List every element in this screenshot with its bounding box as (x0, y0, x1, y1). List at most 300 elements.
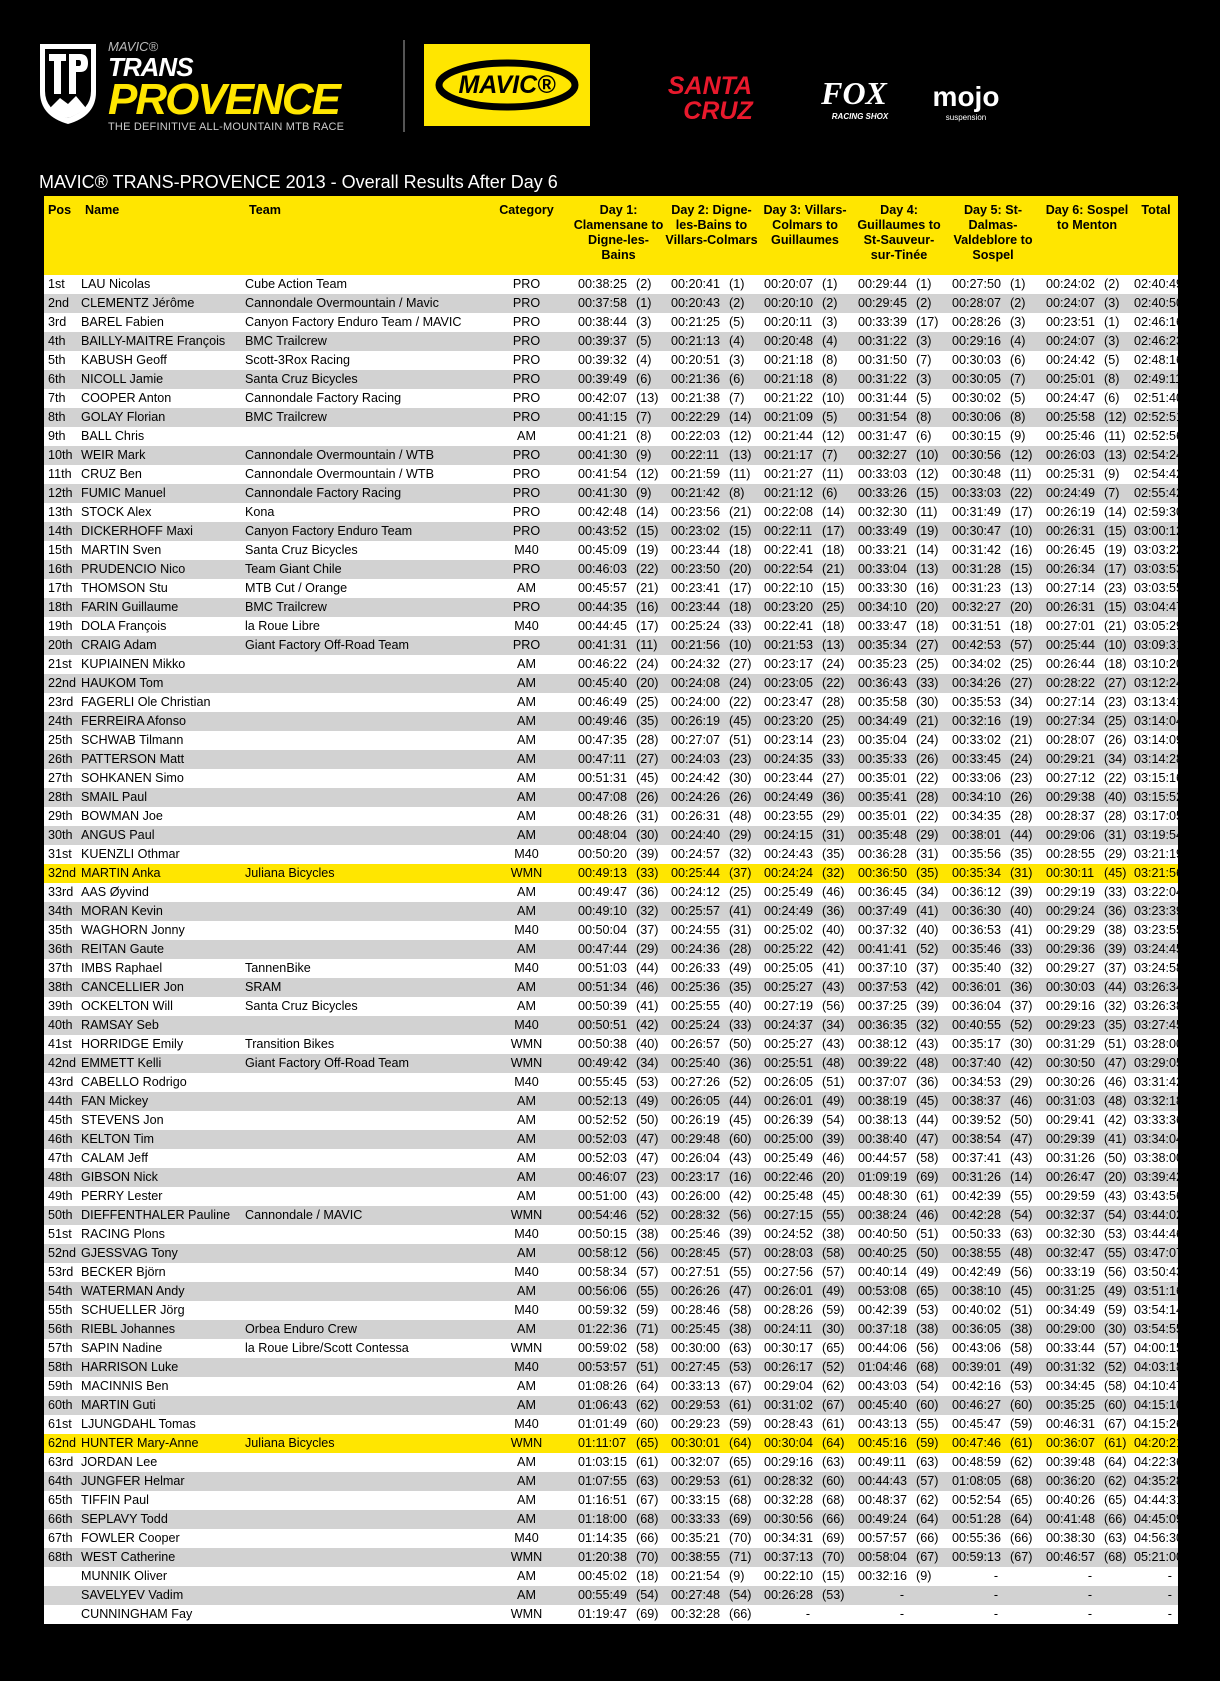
cell-day3 (758, 1510, 852, 1529)
stage-rank: (9) (636, 448, 652, 462)
cell-total: 02:55:42 (1134, 484, 1178, 503)
stage-time: 00:40:55 (952, 1018, 1002, 1032)
stage-time: 00:50:33 (952, 1227, 1002, 1241)
cell-pos: 2nd (44, 294, 81, 313)
stage-time: 00:47:44 (578, 942, 628, 956)
stage-time: 00:26:33 (671, 961, 721, 975)
cell-day1 (572, 959, 665, 978)
cell-day2 (665, 1605, 758, 1624)
stage-time: 00:49:13 (578, 866, 628, 880)
stage-time: 00:35:48 (858, 828, 908, 842)
stage-time: 00:35:21 (671, 1531, 721, 1545)
stage-time: 00:31:23 (952, 581, 1002, 595)
stage-rank: (54) (729, 1588, 752, 1602)
stage-time: 00:34:35 (952, 809, 1002, 823)
cell-day4 (852, 1320, 946, 1339)
cell-name: SEPLAVY Todd (81, 1510, 245, 1529)
stage-time: 00:51:31 (578, 771, 628, 785)
cell-day3 (758, 693, 852, 712)
cell-day5 (946, 1130, 1040, 1149)
cell-team (245, 1491, 481, 1510)
stage-rank: (6) (1010, 353, 1026, 367)
cell-day6 (1040, 978, 1134, 997)
stage-time: 00:24:42 (1046, 353, 1096, 367)
santa-cruz-logo (640, 72, 780, 125)
stage-rank: (15) (822, 581, 845, 595)
stage-rank: (62) (822, 1379, 845, 1393)
mojo-text: mojo (932, 81, 1000, 112)
cell-name: FUMIC Manuel (81, 484, 245, 503)
cell-day5 (946, 275, 1040, 294)
cell-day4 (852, 1016, 946, 1035)
stage-time: 00:50:39 (578, 999, 628, 1013)
cell-day5 (946, 1168, 1040, 1187)
stage-time: 00:26:45 (1046, 543, 1096, 557)
cell-day3 (758, 1016, 852, 1035)
stage-time-missing: - (805, 1607, 811, 1621)
cell-day1 (572, 826, 665, 845)
stage-time: 00:38:54 (952, 1132, 1002, 1146)
cell-team: Giant Factory Off-Road Team (245, 1054, 481, 1073)
stage-time: 00:49:11 (858, 1455, 907, 1469)
stage-rank: (6) (916, 429, 932, 443)
cell-day6 (1040, 579, 1134, 598)
stage-time-missing: - (1087, 1569, 1093, 1583)
cell-team (245, 1415, 481, 1434)
cell-day2 (665, 997, 758, 1016)
stage-time: 00:20:43 (671, 296, 721, 310)
stage-rank: (66) (1010, 1531, 1033, 1545)
stage-time: 00:44:06 (858, 1341, 908, 1355)
cell-day2 (665, 522, 758, 541)
stage-time: 00:32:16 (858, 1569, 908, 1583)
cell-pos (44, 1567, 81, 1586)
stage-time: 00:46:27 (952, 1398, 1002, 1412)
stage-time: 00:26:04 (671, 1151, 721, 1165)
cell-day4 (852, 1206, 946, 1225)
cell-day1 (572, 560, 665, 579)
cell-day4 (852, 883, 946, 902)
cell-pos (44, 1605, 81, 1624)
stage-time: 00:49:10 (578, 904, 628, 918)
stage-time: 00:27:34 (1046, 714, 1096, 728)
cell-team (245, 902, 481, 921)
cell-total: 03:54:14 (1134, 1301, 1178, 1320)
stage-rank: (46) (822, 1151, 845, 1165)
stage-time: 00:28:22 (1046, 676, 1096, 690)
cell-total: 02:54:42 (1134, 465, 1178, 484)
cell-day4 (852, 921, 946, 940)
cell-team (245, 1073, 481, 1092)
stage-time: 00:35:53 (952, 695, 1002, 709)
stage-time: 00:31:42 (952, 543, 1002, 557)
table-row (44, 655, 1178, 674)
stage-rank: (14) (822, 505, 845, 519)
stage-time: 00:46:49 (578, 695, 628, 709)
stage-time: 00:29:00 (1046, 1322, 1096, 1336)
stage-time-missing: - (993, 1607, 999, 1621)
stage-time: 00:22:11 (764, 524, 813, 538)
stage-time: 00:27:07 (671, 733, 721, 747)
stage-time: 00:35:34 (858, 638, 908, 652)
cell-day2 (665, 1054, 758, 1073)
table-row (44, 427, 1178, 446)
cell-day4 (852, 1586, 946, 1605)
stage-rank: (9) (729, 1569, 745, 1583)
cell-day3 (758, 541, 852, 560)
cell-category: M40 (481, 1073, 572, 1092)
cell-day6 (1040, 389, 1134, 408)
stage-time: 00:26:03 (1046, 448, 1096, 462)
cell-pos: 14th (44, 522, 81, 541)
cell-day1 (572, 427, 665, 446)
cell-day5 (946, 503, 1040, 522)
cell-team: Cannondale Factory Racing (245, 389, 481, 408)
stage-rank: (3) (636, 315, 652, 329)
cell-category: PRO (481, 484, 572, 503)
cell-name: BOWMAN Joe (81, 807, 245, 826)
stage-time: 00:21:54 (671, 1569, 721, 1583)
cell-name: SCHWAB Tilmann (81, 731, 245, 750)
cell-day6 (1040, 1054, 1134, 1073)
stage-rank: (20) (1010, 600, 1033, 614)
stage-rank: (34) (636, 1056, 659, 1070)
cell-day5 (946, 655, 1040, 674)
table-row (44, 1529, 1178, 1548)
cell-day5 (946, 1510, 1040, 1529)
cell-day1 (572, 1092, 665, 1111)
stage-time: 00:21:59 (671, 467, 721, 481)
stage-time: 00:26:44 (1046, 657, 1096, 671)
stage-rank: (25) (822, 600, 845, 614)
cell-name: RACING Plons (81, 1225, 245, 1244)
cell-name: BALL Chris (81, 427, 245, 446)
stage-rank: (38) (822, 1227, 845, 1241)
cell-category: AM (481, 1377, 572, 1396)
stage-time: 00:59:02 (578, 1341, 628, 1355)
cell-category: M40 (481, 1225, 572, 1244)
stage-time: 00:30:06 (952, 410, 1002, 424)
stage-rank: (32) (1104, 999, 1127, 1013)
table-row (44, 845, 1178, 864)
cell-total: 02:51:40 (1134, 389, 1178, 408)
stage-rank: (46) (1104, 1075, 1127, 1089)
stage-rank: (45) (636, 771, 659, 785)
cell-day5 (946, 674, 1040, 693)
cell-day4 (852, 446, 946, 465)
cell-day6 (1040, 313, 1134, 332)
table-row (44, 389, 1178, 408)
cell-total: 03:19:54 (1134, 826, 1178, 845)
cell-name: HUNTER Mary-Anne (81, 1434, 245, 1453)
stage-time: 01:06:43 (578, 1398, 628, 1412)
cell-day1 (572, 370, 665, 389)
stage-time: 00:23:14 (764, 733, 814, 747)
cell-team: Cannondale Overmountain / WTB (245, 465, 481, 484)
stage-time: 01:16:51 (578, 1493, 628, 1507)
cell-day1 (572, 503, 665, 522)
table-row (44, 598, 1178, 617)
cell-day5 (946, 1396, 1040, 1415)
stage-rank: (17) (822, 524, 845, 538)
stage-time: 00:31:47 (858, 429, 908, 443)
stage-time-missing: - (899, 1588, 905, 1602)
cell-total: 03:24:45 (1134, 940, 1178, 959)
stage-rank: (46) (1010, 1094, 1033, 1108)
cell-day5 (946, 617, 1040, 636)
cell-category: PRO (481, 446, 572, 465)
stage-time: 00:23:56 (671, 505, 721, 519)
cell-category: WMN (481, 1605, 572, 1624)
stage-rank: (35) (822, 847, 845, 861)
cell-day3 (758, 1149, 852, 1168)
stage-rank: (2) (916, 296, 932, 310)
cell-pos: 55th (44, 1301, 81, 1320)
stage-time: 00:24:26 (671, 790, 721, 804)
cell-team (245, 1263, 481, 1282)
cell-day2 (665, 389, 758, 408)
stage-time: 00:26:19 (671, 714, 721, 728)
stage-time: 00:51:28 (952, 1512, 1002, 1526)
stage-time: 00:26:01 (764, 1284, 814, 1298)
stage-time: 00:20:41 (671, 277, 721, 291)
cell-name: CANCELLIER Jon (81, 978, 245, 997)
stage-time: 00:23:50 (671, 562, 721, 576)
cell-day1 (572, 1491, 665, 1510)
stage-time: 00:42:49 (952, 1265, 1002, 1279)
cell-day1 (572, 769, 665, 788)
stage-time: 00:31:25 (1046, 1284, 1096, 1298)
stage-rank: (55) (822, 1208, 845, 1222)
cell-team (245, 674, 481, 693)
cell-name: CABELLO Rodrigo (81, 1073, 245, 1092)
cell-day1 (572, 1339, 665, 1358)
stage-rank: (22) (1104, 771, 1127, 785)
stage-rank: (17) (636, 619, 659, 633)
stage-time: 00:29:16 (952, 334, 1002, 348)
stage-rank: (67) (1104, 1417, 1127, 1431)
cell-day5 (946, 294, 1040, 313)
stage-time: 00:26:19 (1046, 505, 1096, 519)
stage-time: 00:24:24 (764, 866, 814, 880)
stage-time: 00:35:46 (952, 942, 1002, 956)
stage-time: 01:20:38 (578, 1550, 628, 1564)
stage-rank: (35) (916, 866, 939, 880)
table-row (44, 1358, 1178, 1377)
stage-rank: (26) (916, 752, 939, 766)
cell-day2 (665, 1130, 758, 1149)
cell-day5 (946, 598, 1040, 617)
cell-day2 (665, 1168, 758, 1187)
cell-category: PRO (481, 332, 572, 351)
cell-day5 (946, 1548, 1040, 1567)
stage-time: 00:46:03 (578, 562, 628, 576)
cell-team (245, 1472, 481, 1491)
cell-category: AM (481, 1567, 572, 1586)
stage-rank: (28) (916, 790, 939, 804)
stage-time: 00:27:14 (1046, 695, 1096, 709)
stage-time: 00:24:32 (671, 657, 721, 671)
mavic-logo-text: MAVIC® (458, 71, 556, 99)
stage-rank: (48) (1104, 1094, 1127, 1108)
stage-rank: (36) (822, 904, 845, 918)
stage-rank: (38) (916, 1322, 939, 1336)
stage-rank: (52) (916, 942, 939, 956)
cell-category: AM (481, 1130, 572, 1149)
cell-day3 (758, 1491, 852, 1510)
table-row (44, 1510, 1178, 1529)
stage-rank: (56) (916, 1341, 939, 1355)
cell-team (245, 1377, 481, 1396)
cell-category: WMN (481, 1035, 572, 1054)
stage-rank: (47) (1010, 1132, 1033, 1146)
stage-time: 00:31:02 (764, 1398, 814, 1412)
stage-time: 00:33:15 (671, 1493, 721, 1507)
cell-day4 (852, 560, 946, 579)
table-row (44, 959, 1178, 978)
stage-rank: (1) (1104, 315, 1120, 329)
cell-pos: 12th (44, 484, 81, 503)
stage-time: 00:58:04 (858, 1550, 908, 1564)
stage-rank: (66) (822, 1512, 845, 1526)
cell-day1 (572, 883, 665, 902)
stage-rank: (42) (636, 1018, 659, 1032)
cell-day6 (1040, 731, 1134, 750)
stage-rank: (43) (636, 1189, 659, 1203)
stage-time: 00:38:55 (952, 1246, 1002, 1260)
stage-rank: (56) (636, 1246, 659, 1260)
cell-day2 (665, 294, 758, 313)
cell-category: PRO (481, 294, 572, 313)
stage-time: 00:23:05 (764, 676, 814, 690)
cell-pos: 6th (44, 370, 81, 389)
stage-time: 00:23:20 (764, 714, 814, 728)
table-row (44, 978, 1178, 997)
cell-day5 (946, 997, 1040, 1016)
stage-rank: (23) (1104, 695, 1127, 709)
cell-day3 (758, 446, 852, 465)
cell-pos: 16th (44, 560, 81, 579)
wordmark-mavic: MAVIC® (108, 39, 159, 54)
cell-day5 (946, 1453, 1040, 1472)
cell-day6 (1040, 1149, 1134, 1168)
col-total: Total (1134, 196, 1178, 275)
cell-team: Cannondale Overmountain / WTB (245, 446, 481, 465)
cell-day5 (946, 446, 1040, 465)
stage-time-missing: - (1087, 1588, 1093, 1602)
stage-time: 00:21:25 (671, 315, 721, 329)
stage-rank: (32) (822, 866, 845, 880)
cell-day3 (758, 427, 852, 446)
cell-total: 03:22:04 (1134, 883, 1178, 902)
cell-day1 (572, 332, 665, 351)
stage-rank: (25) (729, 885, 752, 899)
stage-time: 00:22:54 (764, 562, 814, 576)
cell-day4 (852, 959, 946, 978)
stage-time: 00:36:01 (952, 980, 1002, 994)
stage-time: 00:35:01 (858, 809, 908, 823)
stage-time: 00:26:34 (1046, 562, 1096, 576)
cell-team (245, 807, 481, 826)
stage-time: 00:25:51 (764, 1056, 814, 1070)
cell-team: BMC Trailcrew (245, 598, 481, 617)
cell-total: 04:03:18 (1134, 1358, 1178, 1377)
stage-time: 00:36:20 (1046, 1474, 1096, 1488)
cell-total: 03:39:42 (1134, 1168, 1178, 1187)
cell-category: M40 (481, 1358, 572, 1377)
stage-time: 00:23:02 (671, 524, 721, 538)
stage-time: 00:33:13 (671, 1379, 721, 1393)
cell-day2 (665, 978, 758, 997)
cell-day3 (758, 864, 852, 883)
stage-time: 00:34:02 (952, 657, 1002, 671)
stage-time: 00:22:10 (764, 581, 814, 595)
stage-rank: (62) (1010, 1455, 1033, 1469)
stage-time: 00:38:19 (858, 1094, 908, 1108)
cell-pos: 40th (44, 1016, 81, 1035)
stage-time: 00:39:32 (578, 353, 628, 367)
col-category: Category (481, 196, 572, 275)
cell-total: 02:40:49 (1134, 275, 1178, 294)
stage-time: 00:28:32 (671, 1208, 721, 1222)
stage-time: 00:26:47 (1046, 1170, 1096, 1184)
stage-time: 00:58:34 (578, 1265, 628, 1279)
cell-day1 (572, 598, 665, 617)
stage-time: 00:32:28 (671, 1607, 721, 1621)
stage-time: 00:32:28 (764, 1493, 814, 1507)
cell-day2 (665, 1244, 758, 1263)
cell-day1 (572, 1301, 665, 1320)
cell-pos: 47th (44, 1149, 81, 1168)
stage-rank: (42) (822, 942, 845, 956)
table-row (44, 1282, 1178, 1301)
cell-day3 (758, 503, 852, 522)
cell-team (245, 1282, 481, 1301)
stage-rank: (13) (1010, 581, 1033, 595)
cell-total: 03:03:22 (1134, 541, 1178, 560)
stage-time: 00:35:33 (858, 752, 908, 766)
stage-rank: (11) (916, 505, 938, 519)
cell-day2 (665, 750, 758, 769)
cell-day4 (852, 275, 946, 294)
cell-pos: 62nd (44, 1434, 81, 1453)
stage-time: 00:22:11 (671, 448, 720, 462)
stage-time: 00:26:05 (764, 1075, 814, 1089)
stage-time: 00:53:08 (858, 1284, 908, 1298)
cell-category: M40 (481, 1301, 572, 1320)
stage-time: 00:34:31 (764, 1531, 814, 1545)
stage-time: 00:29:38 (1046, 790, 1096, 804)
stage-time: 00:47:35 (578, 733, 628, 747)
stage-rank: (54) (1010, 1208, 1033, 1222)
cell-day4 (852, 313, 946, 332)
stage-time: 00:20:11 (764, 315, 813, 329)
stage-rank: (14) (916, 543, 939, 557)
cell-day3 (758, 674, 852, 693)
cell-team (245, 1548, 481, 1567)
cell-day2 (665, 788, 758, 807)
table-row (44, 484, 1178, 503)
cell-category: WMN (481, 1548, 572, 1567)
stage-rank: (70) (822, 1550, 845, 1564)
cell-total: 03:05:29 (1134, 617, 1178, 636)
stage-time: 00:52:03 (578, 1132, 628, 1146)
stage-rank: (31) (1104, 828, 1127, 842)
stage-time: 00:30:56 (764, 1512, 814, 1526)
cell-name: FERREIRA Afonso (81, 712, 245, 731)
stage-time: 00:45:47 (952, 1417, 1002, 1431)
stage-time: 00:33:03 (858, 467, 908, 481)
